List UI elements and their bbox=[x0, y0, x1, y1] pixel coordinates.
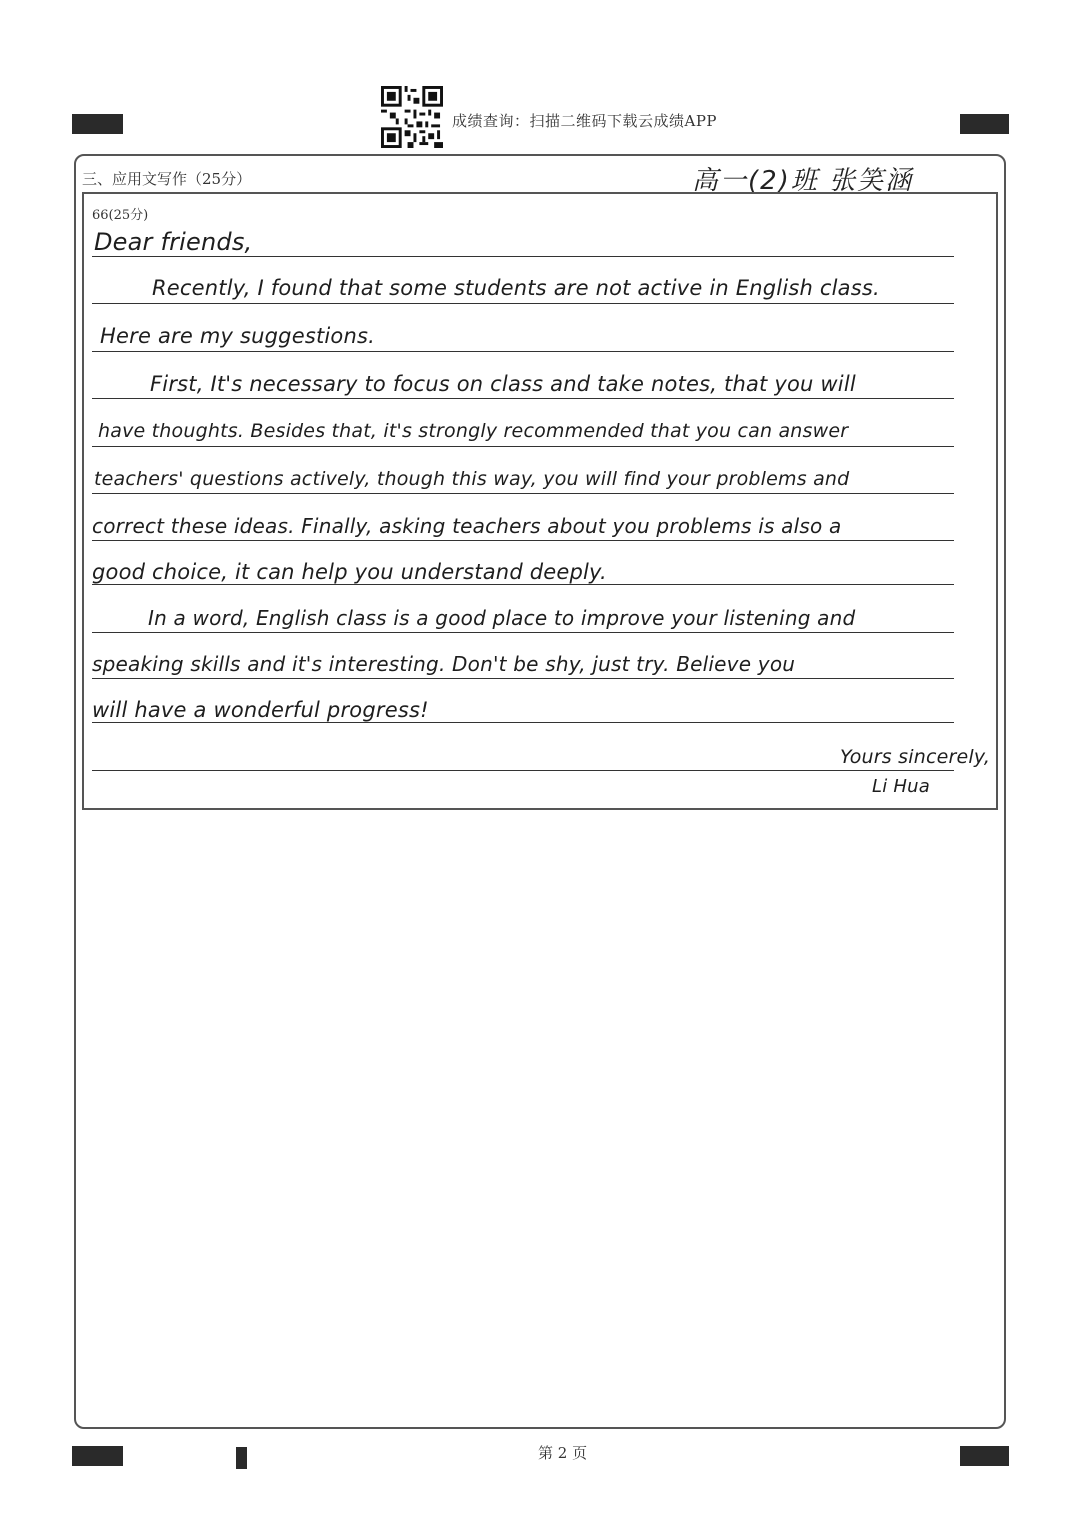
letter-line: good choice, it can help you understand deeply. bbox=[92, 560, 607, 584]
question-number: 66(25分) bbox=[92, 208, 149, 223]
letter-line: Recently, I found that some students are not active in English class. bbox=[152, 276, 880, 300]
letter-closing: Yours sincerely, bbox=[840, 746, 991, 768]
ruled-line bbox=[92, 632, 954, 633]
letter-line: Dear friends, bbox=[94, 228, 253, 256]
ruled-line bbox=[92, 722, 954, 723]
qr-caption: 成绩查询：扫描二维码下载云成绩APP bbox=[452, 112, 718, 130]
registration-marker bbox=[72, 1446, 123, 1466]
letter-line: First, It's necessary to focus on class and take notes, that you will bbox=[150, 372, 856, 396]
registration-marker bbox=[960, 1446, 1009, 1466]
ruled-line bbox=[92, 678, 954, 679]
ruled-line bbox=[92, 446, 954, 447]
letter-line: teachers' questions actively, though this way, you will find your problems and bbox=[94, 468, 850, 490]
ruled-line bbox=[92, 303, 954, 304]
qr-code-icon bbox=[381, 86, 443, 148]
ruled-line bbox=[92, 770, 954, 771]
student-label: 高一(2)班 张笑涵 bbox=[692, 166, 914, 196]
registration-marker bbox=[72, 114, 123, 134]
section-title: 三、应用文写作（25分） bbox=[82, 170, 252, 188]
ruled-line bbox=[92, 493, 954, 494]
letter-signature: Li Hua bbox=[872, 776, 930, 797]
letter-line: correct these ideas. Finally, asking teachers about you problems is also a bbox=[92, 514, 842, 538]
ruled-line bbox=[92, 398, 954, 399]
ruled-line bbox=[92, 256, 954, 257]
letter-line: In a word, English class is a good place to improve your listening and bbox=[148, 606, 856, 630]
page-number: 第 2 页 bbox=[538, 1444, 588, 1462]
registration-marker bbox=[960, 114, 1009, 134]
letter-line: Here are my suggestions. bbox=[100, 324, 376, 348]
letter-line: have thoughts. Besides that, it's strongly recommended that you can answer bbox=[98, 420, 849, 442]
letter-line: will have a wonderful progress! bbox=[92, 698, 429, 722]
ruled-line bbox=[92, 584, 954, 585]
ruled-line bbox=[92, 540, 954, 541]
registration-marker bbox=[236, 1447, 247, 1469]
ruled-line bbox=[92, 351, 954, 352]
letter-line: speaking skills and it's interesting. Don't be shy, just try. Believe you bbox=[92, 652, 796, 676]
